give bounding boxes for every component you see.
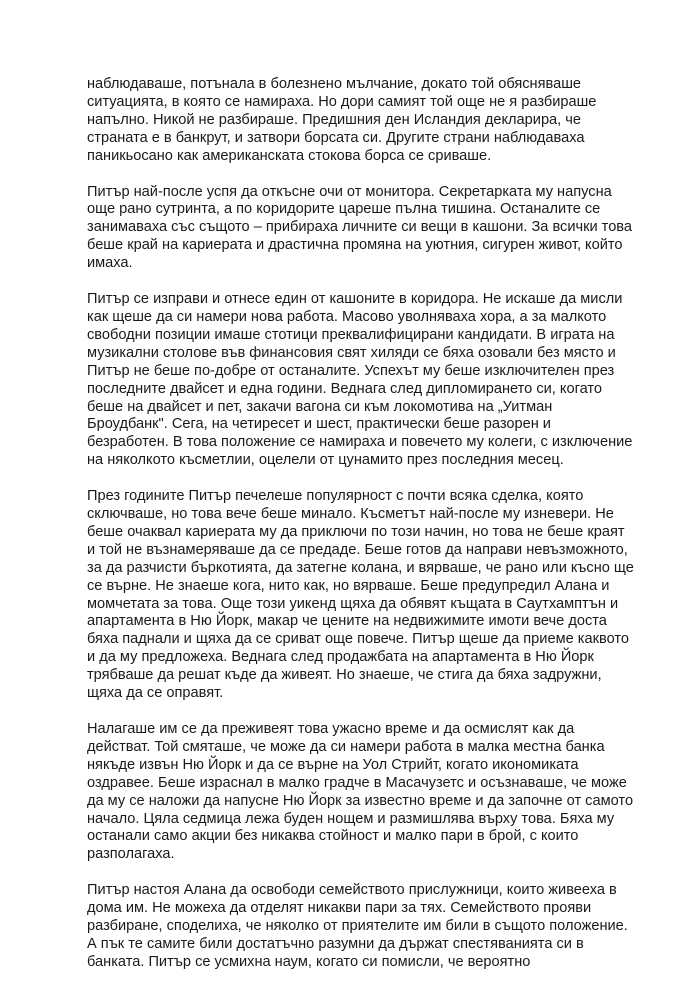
text-line: и той не възнамеряваше да се предаде. Беше готов да направи невъзможното, bbox=[87, 541, 628, 558]
text-line: Питър не беше по-добре от останалите. Успехът му беше изключителен през bbox=[87, 362, 615, 379]
text-line: действат. Той смяташе, че може да си намери работа в малка местна банка bbox=[87, 738, 605, 755]
text-line: разбиране, споделиха, че няколко от приятелите им били в същото положение. bbox=[87, 918, 628, 935]
text-line: наблюдаваше, потънала в болезнено мълчание, докато той обясняваше bbox=[87, 76, 582, 92]
text-line: начало. Цяла седмица лежа буден нощем и размишлява върху това. Бяха му bbox=[87, 810, 615, 827]
text-line: беше на двайсет и пет, закачи вагона си към локомотива на „Уитман bbox=[87, 398, 553, 415]
text-line: беше край на кариерата и драстична промяна на уютния, сигурен живот, който bbox=[87, 237, 623, 254]
text-line: се върне. Не знаеше кога, нито как, но вярваше. Беше предупредил Алана и bbox=[87, 577, 610, 594]
text-line: дома им. Не можеха да отделят никакви пари за тях. Семейството прояви bbox=[87, 900, 592, 917]
text-line: да му се наложи да напусне Ню Йорк за известно време и да започне от самото bbox=[87, 792, 634, 809]
text-line: страната е в банкрут, и затвори борсата си. Другите страни наблюдаваха bbox=[87, 129, 585, 146]
text-line: апартамента в Ню Йорк, макар че цените на недвижимите имоти вече доста bbox=[87, 613, 607, 630]
text-line: някъде извън Ню Йорк и да се върне на Уол Стрийт, когато икономиката bbox=[87, 756, 579, 773]
text-line: трябваше да решат къде да живеят. Но знаеше, че стига да бяха задружни, bbox=[87, 667, 602, 684]
paragraph bbox=[87, 488, 634, 703]
text-line: Питър настоя Алана да освободи семейството прислужници, които живееха в bbox=[87, 882, 617, 899]
text-line: последните двайсет и една години. Веднага след дипломирането си, когато bbox=[87, 380, 603, 397]
text-line: останали само акции без никаква стойност и малко пари в брой, с които bbox=[87, 828, 579, 845]
text-line: и да му предложеха. Веднага след продажбата на апартамента в Ню Йорк bbox=[87, 649, 594, 666]
paragraph bbox=[87, 721, 634, 864]
text-line: Питър се изправи и отнесе един от кашоните в коридора. Не искаше да мисли bbox=[87, 291, 623, 308]
text-line: разполагаха. bbox=[87, 846, 175, 863]
body-text bbox=[87, 76, 634, 990]
text-line: сключваше, но това вече беше минало. Късметът най-после му изневери. Не bbox=[87, 506, 614, 523]
text-line: А пък те самите били достатъчно разумни да държат спестяванията си в bbox=[87, 935, 584, 952]
text-line: напълно. Никой не разбираше. Предишния ден Исландия декларира, че bbox=[87, 111, 581, 128]
text-line: музикални столове във финансовия свят хиляди се бяха озовали без място и bbox=[87, 344, 616, 361]
text-line: Броудбанк". Сега, на четиресет и шест, практически беше разорен и bbox=[87, 416, 551, 433]
text-line: на няколкото късметлии, оцелели от цунамито през последния месец. bbox=[87, 452, 564, 469]
text-line: През годините Питър печелеше популярност с почти всяка сделка, която bbox=[87, 488, 584, 505]
text-line: момчетата за това. Още този уикенд щяха да обявят къщата в Саутхамптън и bbox=[87, 595, 619, 612]
text-line: ситуацията, в която се намираха. Но дори самият той още не я разбираше bbox=[87, 93, 597, 110]
text-line: Питър най-после успя да откъсне очи от монитора. Секретарката му напусна bbox=[87, 183, 612, 200]
text-line: свободни позиции имаше стотици преквалифицирани кандидати. В играта на bbox=[87, 326, 615, 343]
text-line: още рано сутринта, а по коридорите цареше пълна тишина. Останалите се bbox=[87, 201, 601, 218]
text-line: как щеше да си намери нова работа. Масово уволняваха хора, а за малкото bbox=[87, 308, 607, 325]
text-line: занимаваха със същото – прибираха личните си вещи в кашони. За всички това bbox=[87, 219, 633, 236]
text-line: оздравее. Беше израснал в малко градче в Масачузетс и осъзнаваше, че може bbox=[87, 774, 627, 791]
text-line: банката. Питър се усмихна наум, когато си помисли, че вероятно bbox=[87, 953, 531, 970]
paragraph bbox=[87, 183, 633, 274]
text-line: паникьосано как американската стокова борса се сриваше. bbox=[87, 147, 492, 164]
text-line: щяха да се оправят. bbox=[87, 685, 224, 702]
text-line: Налагаше им се да преживеят това ужасно време и да осмислят как да bbox=[87, 721, 575, 737]
paragraph bbox=[87, 882, 627, 972]
text-line: беше очаквал кариерата му да приключи по този начин, но това не беше краят bbox=[87, 523, 625, 540]
text-line: имаха. bbox=[87, 255, 133, 272]
paragraph bbox=[87, 291, 633, 470]
text-line: за да разчисти бъркотията, да затегне колана, и вярваше, че рано или късно ще bbox=[87, 559, 634, 576]
text-line: бяха паднали и щяха да се сриват още повече. Питър щеше да приеме каквото bbox=[87, 631, 629, 648]
paragraph bbox=[87, 76, 627, 166]
text-line: безработен. В това положение се намираха и повечето му колеги, с изключение bbox=[87, 434, 633, 451]
